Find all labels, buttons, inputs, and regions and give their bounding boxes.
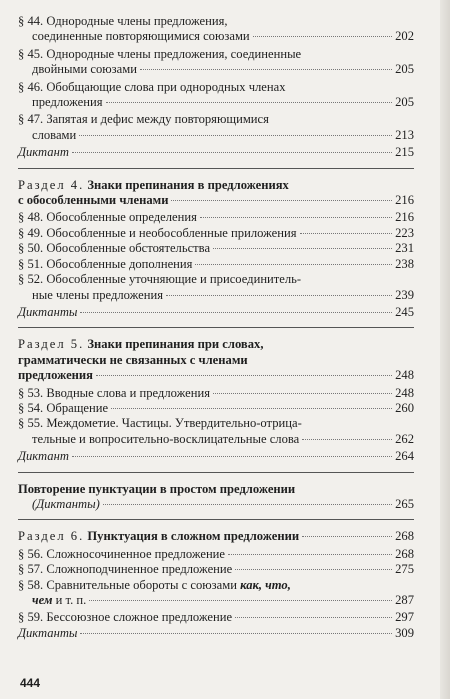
page-ref: 238 xyxy=(395,256,414,271)
toc-entry-45[interactable]: § 45. Однородные члены предложения, соединенные двойными союзами 205 xyxy=(18,46,414,77)
page-ref: 297 xyxy=(395,610,414,625)
toc-entry-55[interactable]: § 55. Междометие. Частицы. Утвердительно-отрица- тельные и вопросительно-восклицательные слова 262 xyxy=(18,416,414,446)
toc-entry-47[interactable]: § 47. Запятая и дефис между повторяющимися словами 213 xyxy=(18,112,414,142)
toc-section-4[interactable]: Раздел 4. Знаки препинания в предложениях с обособленными членами 216 xyxy=(18,177,414,208)
toc-entry-49[interactable]: § 49. Обособленные и необособленные приложения 223 xyxy=(18,225,414,240)
section-divider xyxy=(18,519,414,520)
page-ref: 248 xyxy=(395,368,414,383)
toc-entry-dictation-1[interactable]: Диктант 215 xyxy=(18,145,414,160)
toc-section-5[interactable]: Раздел 5. Знаки препинания при словах, грамматически не связанных с членами предложения 248 xyxy=(18,337,414,383)
section-divider xyxy=(18,168,414,169)
toc-section-repetition[interactable]: Повторение пунктуации в простом предложении (Диктанты) 265 xyxy=(18,481,414,511)
toc-entry-53[interactable]: § 53. Вводные слова и предложения 248 xyxy=(18,385,414,400)
page-ref: 205 xyxy=(395,62,414,77)
toc-entry-48[interactable]: § 48. Обособленные определения 216 xyxy=(18,210,414,225)
section-divider xyxy=(18,472,414,473)
toc-entry-44[interactable]: § 44. Однородные члены предложения, соединенные повторяющимися союзами 202 xyxy=(18,14,414,44)
toc-entry-50[interactable]: § 50. Обособленные обстоятельства 231 xyxy=(18,241,414,256)
page-ref: 205 xyxy=(395,95,414,110)
toc-entry-56[interactable]: § 56. Сложносочиненное предложение 268 xyxy=(18,546,414,561)
table-of-contents xyxy=(18,14,414,641)
page-ref: 262 xyxy=(395,431,414,446)
page-ref: 245 xyxy=(395,304,414,319)
page-ref: 215 xyxy=(395,145,414,160)
toc-section-6[interactable]: Раздел 6. Пунктуация в сложном предложении 268 xyxy=(18,529,414,544)
toc-entry-58[interactable]: § 58. Сравнительные обороты с союзами как, что, чем и т. п. 287 xyxy=(18,577,414,607)
page-ref: 309 xyxy=(395,625,414,640)
page-ref: 223 xyxy=(395,225,414,240)
toc-entry-54[interactable]: § 54. Обращение 260 xyxy=(18,400,414,415)
page-ref: 268 xyxy=(395,529,414,544)
toc-entry-dictation-3[interactable]: Диктант 264 xyxy=(18,449,414,464)
page-ref: 216 xyxy=(395,210,414,225)
page-ref: 287 xyxy=(395,593,414,607)
toc-entry-52[interactable]: § 52. Обособленные уточняющие и присоединитель- ные члены предложения 239 xyxy=(18,272,414,302)
page-ref: 202 xyxy=(395,29,414,44)
page-edge xyxy=(440,0,450,699)
toc-entry-59[interactable]: § 59. Бессоюзное сложное предложение 297 xyxy=(18,610,414,625)
page-number: 444 xyxy=(20,676,41,690)
section-divider xyxy=(18,327,414,328)
page-ref: 231 xyxy=(395,241,414,256)
page-ref: 248 xyxy=(395,385,414,400)
page-ref: 213 xyxy=(395,127,414,142)
toc-entry-51[interactable]: § 51. Обособленные дополнения 238 xyxy=(18,256,414,271)
page-ref: 239 xyxy=(395,287,414,302)
page-ref: 268 xyxy=(395,546,414,561)
page-ref: 264 xyxy=(395,449,414,464)
page-ref: 260 xyxy=(395,400,414,415)
page-ref: 265 xyxy=(395,496,414,511)
toc-entry-dictation-4[interactable]: Диктанты 309 xyxy=(18,625,414,640)
toc-entry-dictation-2[interactable]: Диктанты 245 xyxy=(18,304,414,319)
toc-entry-46[interactable]: § 46. Обобщающие слова при однородных членах предложения 205 xyxy=(18,79,414,110)
page-ref: 216 xyxy=(395,193,414,208)
toc-entry-57[interactable]: § 57. Сложноподчиненное предложение 275 xyxy=(18,562,414,577)
page-ref: 275 xyxy=(395,562,414,577)
